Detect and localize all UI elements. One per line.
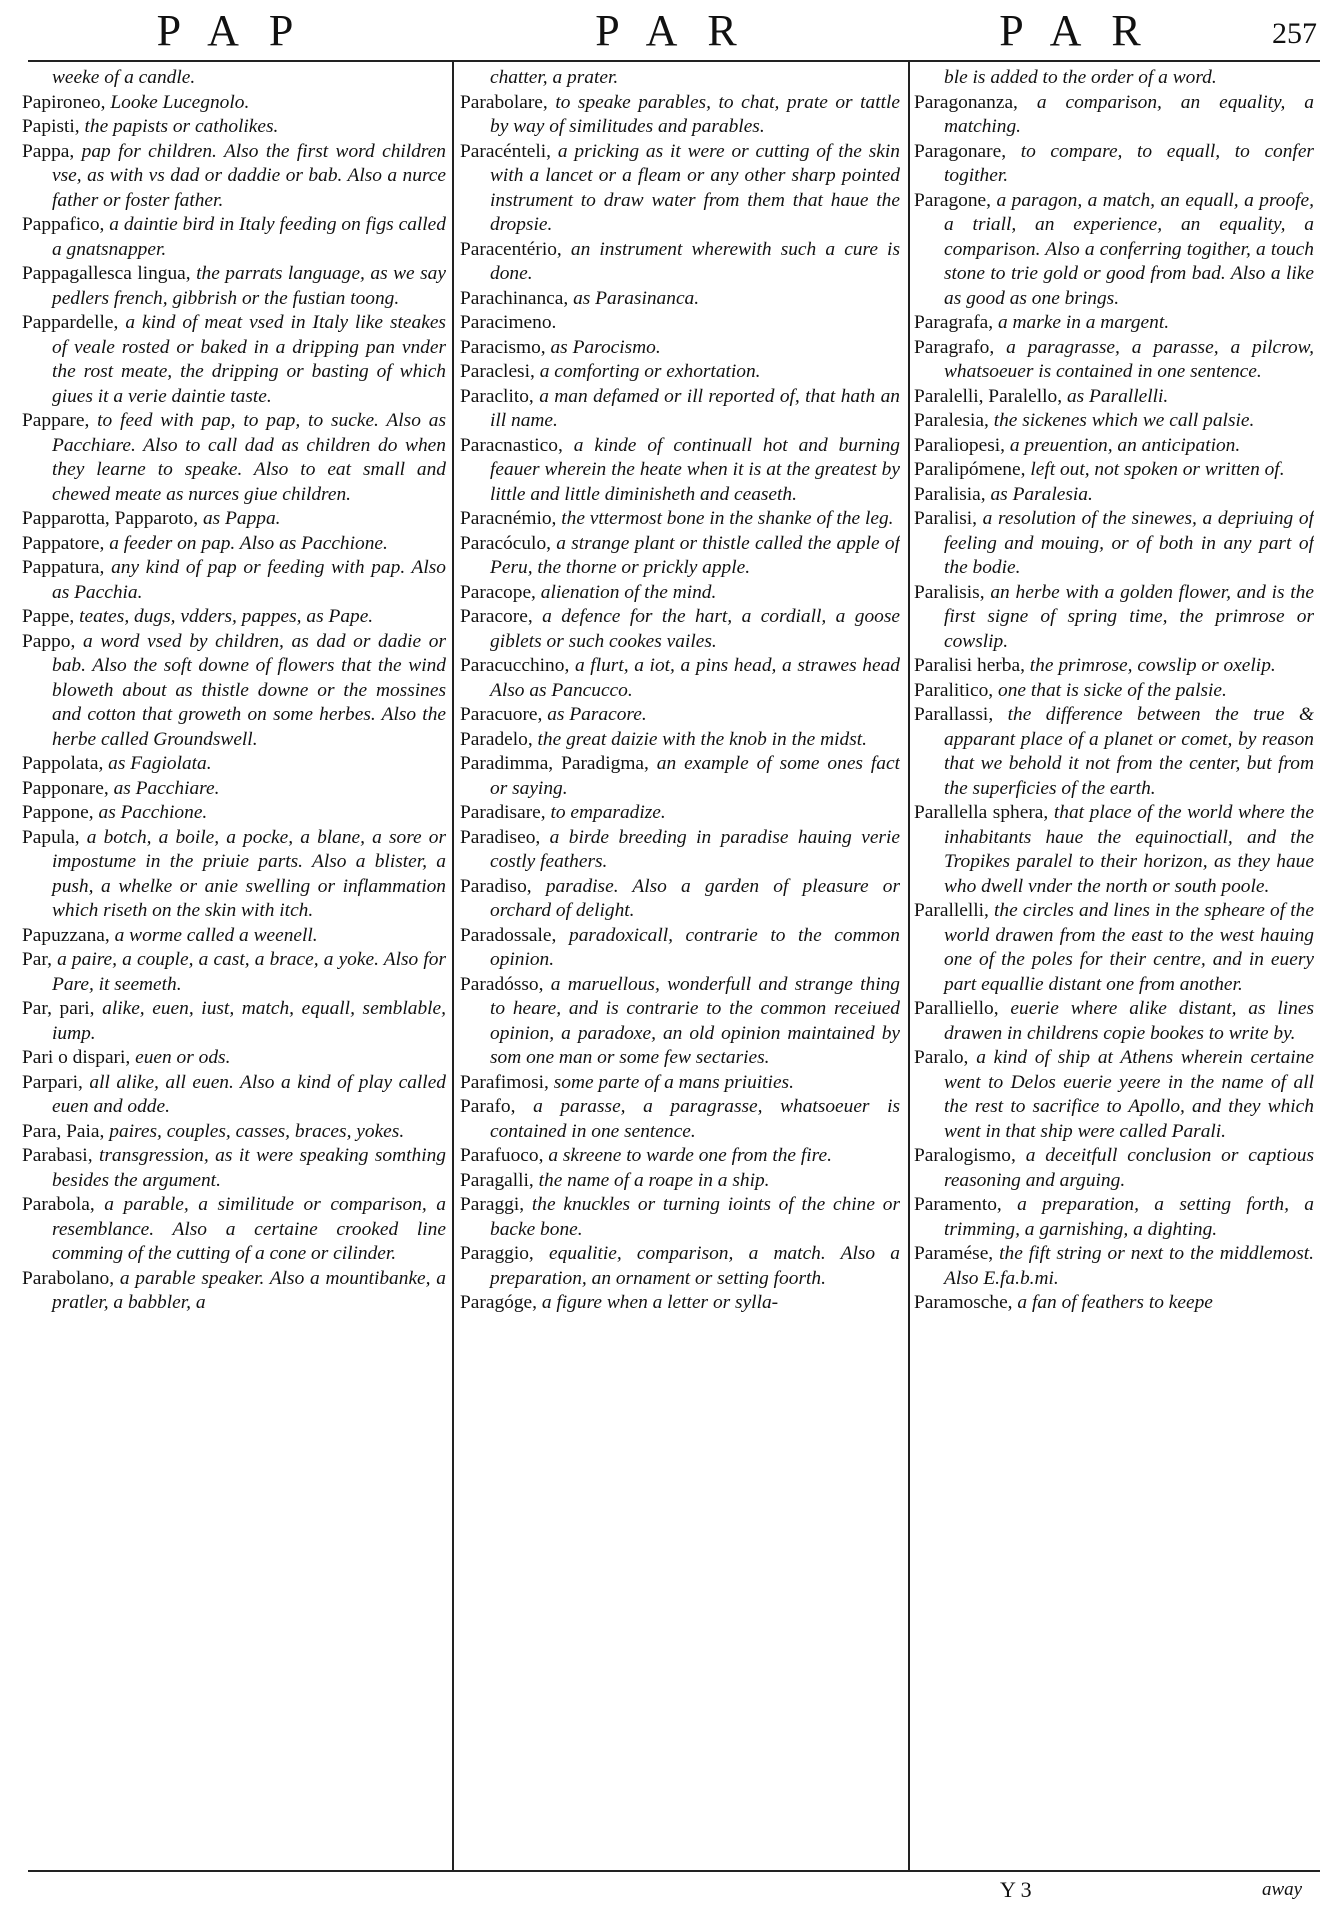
entry-definition: a kind of meat vsed in Italy like steakes of veale rosted or baked in a dripping pan vnder the rost meate, the dripping or basting of which giues it a verie daintie taste. (52, 312, 446, 407)
page-number: 257 (1272, 17, 1317, 50)
dictionary-entry (22, 213, 446, 262)
entry-definition: to compare, to equall, to confer togither. (944, 140, 1314, 186)
entry-headword: Paracentério, (460, 238, 562, 260)
entry-definition: as Parallelli. (1066, 385, 1169, 407)
entry-headword: Parafimosi, (460, 1071, 549, 1093)
entry-definition: a paire, a couple, a cast, a brace, a yoke. Also for Pare, it seemeth. (52, 949, 446, 995)
dictionary-entry (460, 826, 900, 875)
dictionary-entry (22, 605, 446, 630)
entry-headword: Paracnastico, (460, 434, 563, 456)
entry-definition: a marke in a margent. (997, 312, 1170, 333)
entry-definition: the vttermost bone in the shanke of the leg. (561, 508, 894, 529)
entry-headword: Paradisare, (460, 802, 546, 823)
entry-headword: Parallassi, (914, 704, 994, 725)
running-head-right: PAR (999, 6, 1171, 55)
entry-headword: Paragóge, (460, 1292, 537, 1313)
dictionary-entry (914, 483, 1314, 508)
entry-headword: Paragrafa, (914, 312, 994, 333)
entry-definition: the primrose, cowslip or oxelip. (1029, 655, 1276, 676)
dictionary-entry (22, 826, 446, 924)
entry-headword: Par, (22, 949, 52, 970)
entry-headword: Paralliello, (914, 998, 999, 1019)
entry-headword: Parafuoco, (460, 1145, 544, 1166)
dictionary-entry (460, 1193, 900, 1242)
entry-definition: an instrument wherewith such a cure is done. (490, 238, 900, 284)
entry-headword: Paramento, (914, 1194, 1002, 1215)
dictionary-entry (22, 1071, 446, 1120)
entry-definition: a paragon, a match, an equall, a proofe, a triall, an experience, an equality, a comparison. Also a conferring togither, a touch stone to trie gold or good from bad. Also a like as good as one brings. (944, 189, 1314, 309)
entry-headword: Paracimeno. (460, 312, 557, 333)
dictionary-entry (914, 311, 1314, 336)
entry-headword: Paracismo, (460, 336, 546, 358)
dictionary-entry (914, 336, 1314, 385)
dictionary-entry (22, 91, 446, 116)
entry-definition: the fift string or next to the middlemost. Also E.fa.b.mi. (944, 1243, 1314, 1289)
entry-definition: a figure when a letter or sylla- (541, 1292, 779, 1313)
dictionary-entry (914, 1046, 1314, 1144)
dictionary-entry (22, 262, 446, 311)
entry-headword: Pappafico, (22, 214, 105, 235)
dictionary-entry (22, 948, 446, 997)
entry-headword: Parabolano, (22, 1267, 115, 1289)
entry-definition: as Paralesia. (990, 483, 1093, 505)
dictionary-entry (460, 140, 900, 238)
dictionary-entry (22, 997, 446, 1046)
entry-headword: Paralitico, (914, 679, 994, 701)
entry-headword: Paragonare, (914, 140, 1007, 162)
entry-definition: a parable speaker. Also a mountibanke, a pratler, a babbler, a (52, 1267, 446, 1313)
entry-headword: Paralisi, (914, 508, 978, 529)
entry-definition: a comparison, an equality, a matching. (944, 91, 1314, 137)
entry-definition: a worme called a weenell. (114, 924, 318, 946)
column-2 (460, 66, 900, 1866)
entry-headword: Paralelli, Paralello, (914, 385, 1063, 407)
entry-definition: as Paracore. (547, 704, 647, 725)
entry-definition: alienation of the mind. (540, 581, 717, 603)
entry-definition: an example of some ones fact or saying. (490, 753, 900, 799)
entry-definition: a deceitfull conclusion or captious reasoning and arguing. (944, 1145, 1314, 1191)
entry-definition: a botch, a boile, a pocke, a blane, a sore or impostume in the priuie parts. Also a blister, a push, a whelke or anie swelling or inflammation which riseth on the skin with itch. (52, 826, 446, 921)
dictionary-entry (460, 581, 900, 606)
entry-definition: to speake parables, to chat, prate or tattle by way of similitudes and parables. (490, 91, 900, 137)
entry-definition: ble is added to the order of a word. (944, 67, 1217, 88)
dictionary-entry (914, 189, 1314, 312)
entry-definition: some parte of a mans priuities. (553, 1071, 794, 1093)
dictionary-entry (22, 140, 446, 214)
dictionary-entry (914, 434, 1314, 459)
entry-headword: Paracuore, (460, 704, 543, 725)
entry-headword: Papula, (22, 826, 80, 848)
dictionary-entry (914, 1193, 1314, 1242)
running-head-middle: PAR (595, 6, 767, 55)
entry-definition: an herbe with a golden flower, and is the first signe of spring time, the primrose or cowslip. (944, 581, 1314, 652)
entry-headword: Pappa, (22, 140, 75, 162)
entry-headword: Paragonanza, (914, 91, 1018, 113)
entry-headword: Pappagallesca lingua, (22, 263, 191, 284)
entry-definition: chatter, a prater. (490, 67, 619, 88)
entry-headword: Paraclito, (460, 385, 534, 407)
dictionary-entry (460, 287, 900, 312)
entry-headword: Paralesia, (914, 410, 989, 431)
dictionary-entry (22, 115, 446, 140)
dictionary-entry (22, 777, 446, 802)
entry-definition: a preuention, an anticipation. (1009, 434, 1241, 456)
entry-definition: a birde breeding in paradise hauing verie costly feathers. (490, 826, 900, 872)
signature-mark: Y 3 (1000, 1877, 1032, 1902)
dictionary-entry (460, 434, 900, 508)
dictionary-entry (914, 997, 1314, 1046)
dictionary-entry (914, 679, 1314, 704)
dictionary-entry (914, 581, 1314, 655)
entry-headword: Papponare, (22, 777, 109, 799)
entry-definition: a defence for the hart, a cordiall, a goose giblets or such cookes vailes. (490, 606, 900, 652)
dictionary-entry (914, 66, 1314, 91)
entry-definition: a parasse, a paragrasse, whatsoeuer is contained in one sentence. (490, 1096, 900, 1142)
entry-headword: Parafo, (460, 1096, 516, 1117)
entry-headword: Paradiso, (460, 875, 532, 897)
entry-headword: Paralisi herba, (914, 655, 1025, 676)
entry-headword: Pappe, (22, 606, 75, 627)
dictionary-entry (22, 532, 446, 557)
entry-definition: a comforting or exhortation. (539, 361, 761, 382)
entry-definition: as Fagiolata. (108, 753, 212, 774)
entry-definition: all alike, all euen. Also a kind of play called euen and odde. (52, 1071, 446, 1117)
entry-headword: Paragrafo, (914, 336, 995, 358)
dictionary-entry (460, 1144, 900, 1169)
entry-headword: Paradósso, (460, 973, 544, 995)
dictionary-entry (460, 238, 900, 287)
dictionary-entry (460, 336, 900, 361)
entry-definition: a pricking as it were or cutting of the skin with a lancet or a fleam or any other sharp pointed instrument to draw water from them that haue the dropsie. (490, 140, 900, 235)
entry-headword: Papironeo, (22, 91, 106, 113)
entry-definition: a kinde of continuall hot and burning feauer wherein the heate when it is at the greatest by little and little diminisheth and ceaseth. (490, 434, 900, 505)
entry-definition: as Pacchione. (98, 802, 208, 823)
column-1 (22, 66, 446, 1866)
entry-headword: Paracnémio, (460, 508, 557, 529)
dictionary-entry (914, 1242, 1314, 1291)
entry-definition: paradoxicall, contrarie to the common opinion. (490, 924, 900, 970)
entry-headword: Paralisis, (914, 581, 985, 603)
dictionary-entry (914, 385, 1314, 410)
entry-headword: Papisti, (22, 116, 80, 137)
column-3 (914, 66, 1314, 1866)
top-rule (28, 60, 1320, 62)
dictionary-entry (22, 1046, 446, 1071)
entry-definition: the name of a roape in a ship. (538, 1169, 770, 1191)
entry-headword: Paragalli, (460, 1169, 534, 1191)
entry-definition: to feed with pap, to pap, to sucke. Also as Pacchiare. Also to call dad as children do when they learne to speake. Also to eat small and chewed meate as nurces giue children. (52, 410, 446, 505)
entry-definition: that place of the world where the inhabitants haue the equinoctiall, and the Tropikes paralel to their horizon, as they haue who dwell vnder the north or south poole. (944, 802, 1314, 897)
entry-headword: Parallella sphera, (914, 802, 1049, 823)
dictionary-entry (460, 875, 900, 924)
entry-definition: one that is sicke of the palsie. (998, 679, 1227, 701)
dictionary-entry (460, 703, 900, 728)
entry-definition: the parrats language, as we say pedlers french, gibbrish or the fustian toong. (52, 263, 446, 309)
entry-definition: a flurt, a iot, a pins head, a strawes head Also as Pancucco. (490, 655, 900, 701)
entry-headword: Paramosche, (914, 1292, 1013, 1313)
dictionary-entry (914, 140, 1314, 189)
entry-headword: Pappare, (22, 410, 90, 431)
entry-definition: as Parasinanca. (573, 287, 700, 309)
entry-definition: alike, euen, iust, match, equall, semblable, iump. (52, 998, 446, 1044)
entry-headword: Paralisia, (914, 483, 986, 505)
entry-definition: a parable, a similitude or comparison, a resemblance. Also a certaine crooked line comming of the cutting of a cone or cilinder. (52, 1194, 446, 1264)
entry-definition: left out, not spoken or written of. (1030, 459, 1285, 480)
entry-definition: the great daizie with the knob in the midst. (537, 728, 867, 750)
entry-definition: any kind of pap or feeding with pap. Also as Pacchia. (52, 557, 446, 603)
dictionary-entry (914, 409, 1314, 434)
entry-headword: Parabola, (22, 1194, 95, 1215)
entry-definition: as Pappa. (202, 508, 281, 529)
entry-headword: Paracóculo, (460, 532, 551, 554)
entry-definition: the papists or catholikes. (84, 116, 279, 137)
dictionary-entry (914, 1144, 1314, 1193)
dictionary-entry (914, 507, 1314, 581)
dictionary-entry (22, 801, 446, 826)
entry-definition: the knuckles or turning ioints of the chine or backe bone. (490, 1194, 900, 1240)
entry-definition: a kind of ship at Athens wherein certaine went to Delos euerie yeere in the name of all the rest to sacrifice to Apollo, and they which went in that ship were called Parali. (944, 1047, 1314, 1142)
entry-definition: euerie where alike distant, as lines drawen in childrens copie bookes to write by. (944, 998, 1314, 1044)
entry-headword: Papuzzana, (22, 924, 110, 946)
entry-definition: a skreene to warde one from the fire. (548, 1145, 832, 1166)
dictionary-entry (460, 605, 900, 654)
running-head-left: PAP (156, 6, 324, 55)
entry-definition: pap for children. Also the first word children vse, as with vs dad or daddie or bab. Also a nurce father or foster father. (52, 140, 446, 211)
entry-definition: the circles and lines in the spheare of the world drawen from the east to the west hauing one of the poles for their centre, and in euery part equallie distant one from another. (944, 900, 1314, 995)
entry-headword: Paramése, (914, 1243, 994, 1264)
entry-definition: a maruellous, wonderfull and strange thing to heare, and is contrarie to the common receiued opinion, a paradoxe, an old opinion maintained by som one man or some few sectaries. (490, 973, 900, 1068)
dictionary-entry (22, 752, 446, 777)
dictionary-entry (460, 91, 900, 140)
dictionary-entry (460, 973, 900, 1071)
dictionary-entry (22, 924, 446, 949)
entry-headword: Parabasi, (22, 1145, 93, 1166)
entry-headword: Paraclesi, (460, 361, 535, 382)
entry-definition: the sickenes which we call palsie. (993, 410, 1255, 431)
entry-headword: Paralipómene, (914, 459, 1026, 480)
entry-headword: Paralo, (914, 1047, 969, 1068)
entry-headword: Paracore, (460, 606, 533, 627)
entry-headword: Paradimma, Paradigma, (460, 753, 649, 774)
entry-definition: euen or ods. (135, 1047, 231, 1068)
entry-headword: Paraggio, (460, 1243, 534, 1264)
entry-definition: teates, dugs, vdders, pappes, as Pape. (79, 606, 374, 627)
entry-definition: a paragrasse, a parasse, a pilcrow, whatsoeuer is contained in one sentence. (944, 336, 1314, 382)
dictionary-entry (460, 1169, 900, 1194)
dictionary-entry (914, 703, 1314, 801)
entry-definition: the difference between the true & apparant place of a planet or comet, by reason that we behold it not from the center, but from the superficies of the earth. (944, 704, 1314, 799)
dictionary-entry (460, 532, 900, 581)
entry-definition: a man defamed or ill reported of, that hath an ill name. (490, 385, 900, 431)
entry-headword: Para, Paia, (22, 1120, 105, 1142)
dictionary-entry (22, 66, 446, 91)
dictionary-entry (22, 1267, 446, 1316)
entry-headword: Paralogismo, (914, 1145, 1016, 1166)
dictionary-entry (460, 360, 900, 385)
catchword: away (1262, 1879, 1303, 1900)
dictionary-entry (22, 556, 446, 605)
entry-headword: Paracope, (460, 581, 536, 603)
dictionary-entry (460, 801, 900, 826)
entry-headword: Paraliopesi, (914, 434, 1006, 456)
entry-headword: Parallelli, (914, 900, 989, 921)
entry-headword: Paragone, (914, 189, 991, 211)
dictionary-entry (914, 458, 1314, 483)
dictionary-entry (460, 507, 900, 532)
entry-headword: Parabolare, (460, 91, 548, 113)
entry-definition: equalitie, comparison, a match. Also a preparation, an ornament or setting foorth. (490, 1243, 900, 1289)
dictionary-entry (22, 507, 446, 532)
entry-definition: paradise. Also a garden of pleasure or orchard of delight. (490, 875, 900, 921)
dictionary-entry (460, 385, 900, 434)
entry-definition: transgression, as it were speaking somthing besides the argument. (52, 1145, 446, 1191)
entry-headword: Pappatore, (22, 532, 105, 554)
entry-definition: as Pacchiare. (113, 777, 220, 799)
entry-headword: Pari o dispari, (22, 1047, 131, 1068)
entry-definition: a preparation, a setting forth, a trimming, a garnishing, a dighting. (944, 1194, 1314, 1240)
entry-headword: Par, pari, (22, 998, 95, 1019)
dictionary-entry (22, 311, 446, 409)
entry-definition: a resolution of the sinewes, a depriuing of feeling and mouing, or of both in any part of the bodie. (944, 508, 1314, 578)
entry-headword: Pappolata, (22, 753, 104, 774)
entry-headword: Paradelo, (460, 728, 533, 750)
entry-definition: a fan of feathers to keepe (1017, 1292, 1213, 1313)
entry-headword: Papparotta, Papparoto, (22, 508, 199, 529)
dictionary-entry (460, 752, 900, 801)
entry-definition: a word vsed by children, as dad or dadie or bab. Also the soft downe of flowers that the wind bloweth about as thistle downe or the mossines and cotton that groweth on some herbes. Also the herbe called Groundswell. (52, 630, 446, 750)
dictionary-entry (460, 924, 900, 973)
entry-definition: a strange plant or thistle called the apple of Peru, the thorne or prickly apple. (490, 532, 900, 578)
bottom-rule (28, 1870, 1320, 1872)
entry-headword: Paracucchino, (460, 655, 570, 676)
entry-headword: Paracénteli, (460, 140, 551, 162)
dictionary-entry (914, 91, 1314, 140)
dictionary-entry (914, 801, 1314, 899)
entry-headword: Pappatura, (22, 557, 105, 578)
entry-definition: weeke of a candle. (52, 67, 196, 88)
entry-headword: Pappo, (22, 630, 76, 652)
entry-definition: a feeder on pap. Also as Pacchione. (109, 532, 388, 554)
entry-definition: Looke Lucegnolo. (110, 91, 250, 113)
dictionary-entry (460, 1095, 900, 1144)
entry-headword: Paradossale, (460, 924, 557, 946)
column-divider-2 (908, 62, 910, 1870)
dictionary-entry (22, 1193, 446, 1267)
dictionary-entry (460, 66, 900, 91)
entry-headword: Pappone, (22, 802, 94, 823)
dictionary-entry (914, 654, 1314, 679)
entry-definition: a daintie bird in Italy feeding on figs called a gnatsnapper. (52, 214, 446, 260)
entry-headword: Parpari, (22, 1071, 83, 1093)
dictionary-entry (22, 409, 446, 507)
dictionary-entry (460, 728, 900, 753)
dictionary-entry (22, 1144, 446, 1193)
dictionary-entry (914, 1291, 1314, 1316)
dictionary-entry (460, 1291, 900, 1316)
entry-headword: Pappardelle, (22, 312, 119, 333)
entry-definition: to emparadize. (550, 802, 666, 823)
entry-definition: as Parocismo. (550, 336, 661, 358)
dictionary-entry (460, 1242, 900, 1291)
column-divider-1 (452, 62, 454, 1870)
entry-headword: Parachinanca, (460, 287, 569, 309)
entry-headword: Paradiseo, (460, 826, 541, 848)
entry-definition: paires, couples, casses, braces, yokes. (109, 1120, 405, 1142)
dictionary-entry (460, 1071, 900, 1096)
dictionary-entry (460, 311, 900, 336)
dictionary-entry (914, 899, 1314, 997)
dictionary-entry (22, 1120, 446, 1145)
dictionary-entry (460, 654, 900, 703)
dictionary-entry (22, 630, 446, 753)
entry-headword: Paraggi, (460, 1194, 525, 1215)
